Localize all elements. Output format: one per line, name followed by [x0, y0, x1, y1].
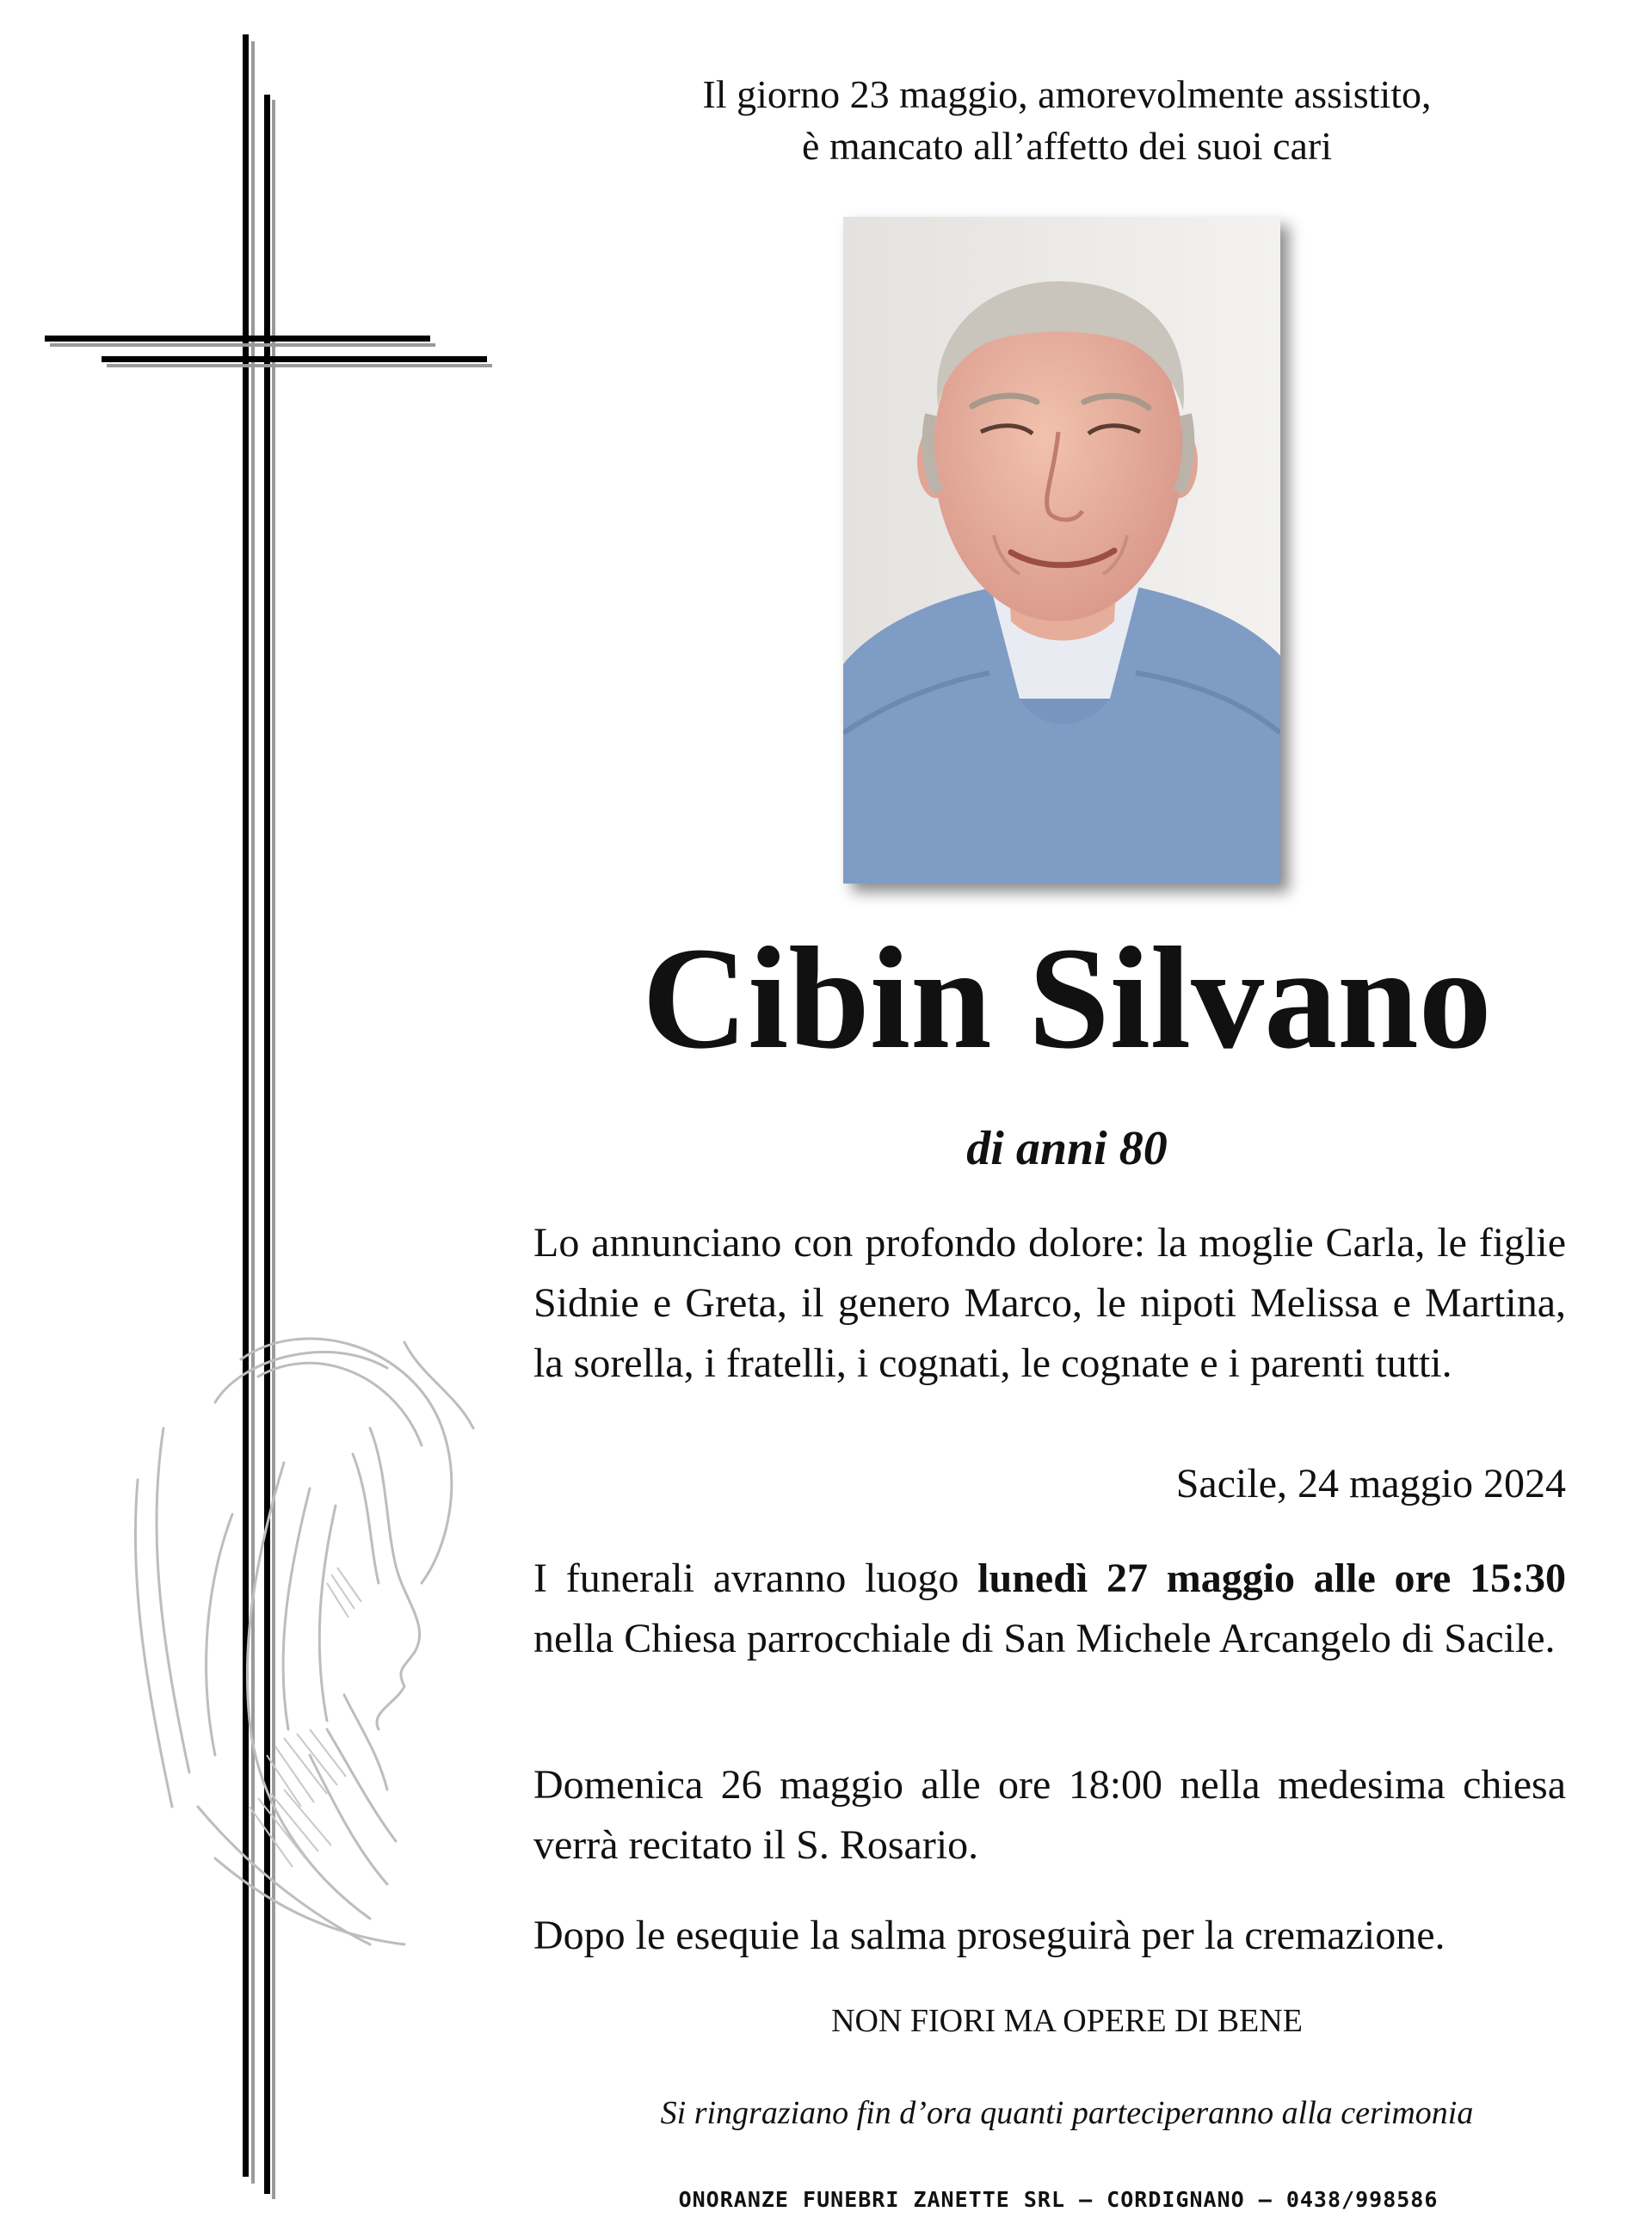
funeral-prefix: I funerali avranno luogo — [533, 1556, 978, 1601]
funeral-info — [533, 1549, 1566, 1669]
funeral-suffix: nella Chiesa parrocchiale di San Michele Arcangelo di Sacile. — [533, 1616, 1556, 1661]
deceased-name: Cibin Silvano — [642, 917, 1492, 1079]
thanks-note: Si ringraziano fin d’ora quanti parteciperanno alla cerimonia — [660, 2095, 1474, 2131]
funeral-date: lunedì 27 maggio alle ore 15:30 — [977, 1556, 1566, 1601]
place-date: Sacile, 24 maggio 2024 — [1175, 1461, 1566, 1506]
rosary-info: Domenica 26 maggio alle ore 18:00 nella medesima chiesa verrà recitato il S. Rosario. — [533, 1762, 1566, 1868]
christ-sketch-icon — [112, 1325, 490, 1962]
announcement-text: Lo annunciano con profondo dolore: la moglie Carla, le figlie Sidnie e Greta, il genero Marco, le nipoti Melissa e Martina, la sorella, i fratelli, i cognati, le cognate e i parenti tutti. — [533, 1220, 1566, 1386]
no-flowers-note: NON FIORI MA OPERE DI BENE — [831, 2003, 1303, 2039]
intro-text — [551, 69, 1583, 172]
deceased-age: di anni 80 — [966, 1122, 1168, 1175]
portrait-photo — [843, 217, 1280, 884]
intro-line-2: è mancato all’affetto dei suoi cari — [801, 124, 1333, 168]
cremation-info: Dopo le esequie la salma proseguirà per la cremazione. — [533, 1913, 1446, 1958]
funeral-home-footer: ONORANZE FUNEBRI ZANETTE SRL – CORDIGNANO – 0438/998586 — [678, 2187, 1439, 2212]
intro-line-1: Il giorno 23 maggio, amorevolmente assistito, — [702, 72, 1432, 116]
